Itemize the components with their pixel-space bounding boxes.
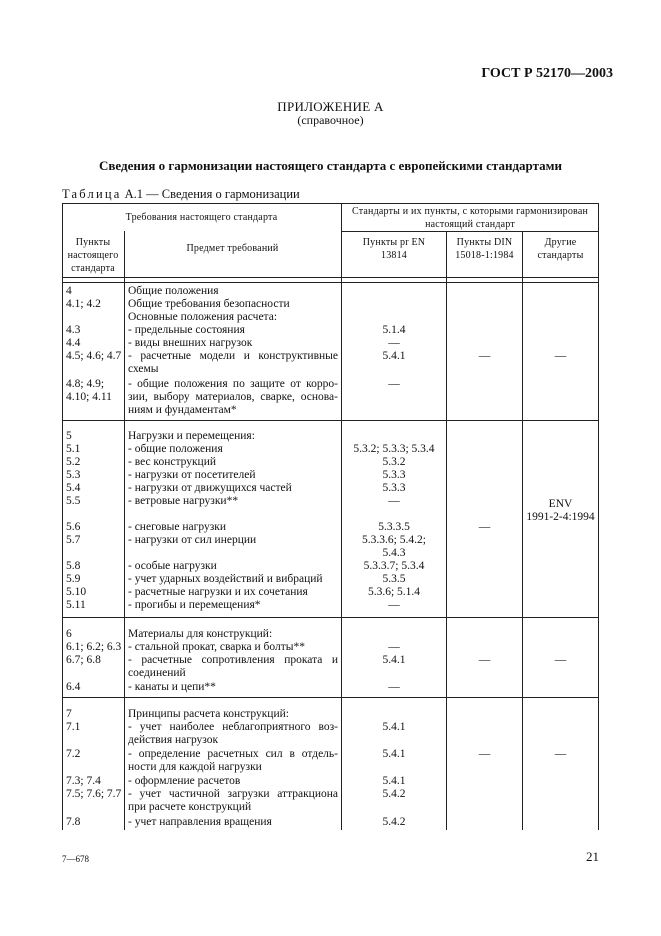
clause-number: 5.5 (66, 495, 81, 507)
requirement-subject: - предельные состояния (128, 324, 245, 336)
clause-number: 5.3 (66, 469, 81, 481)
other-standards: 1991-2-4:1994 (526, 511, 595, 523)
caption-word: Таблица (62, 187, 122, 201)
clause-number: 7 (66, 708, 72, 720)
header-line: 15018-1:1984 (455, 250, 514, 261)
requirement-subject: Принципы расчета конструкций: (128, 708, 289, 720)
col-divider (124, 231, 125, 830)
requirement-subject: зии, выбору материалов, сварке, основа- (128, 391, 338, 403)
requirement-subject: - нагрузки от движущихся частей (128, 482, 292, 494)
en-clause: — (388, 599, 400, 611)
clause-number: 5.2 (66, 456, 81, 468)
requirement-subject: - расчетные сопротивления проката и (128, 654, 338, 666)
en-clause: 5.3.3.6; 5.4.2; (362, 534, 426, 546)
other-standards: — (554, 748, 567, 760)
header-left-group: Требования настоящего стандарта (125, 212, 278, 223)
header-col-clauses (62, 236, 124, 275)
en-clause: — (388, 641, 400, 653)
en-clause: 5.4.1 (382, 654, 406, 666)
header-right-line: Стандарты и их пункты, с которыми гармонизирован (351, 206, 589, 217)
en-clause: 5.4.1 (382, 721, 406, 733)
requirement-subject: - учет ударных воздействий и вибраций (128, 573, 323, 585)
header-col-din (446, 236, 523, 262)
requirement-subject: - общие положения (128, 443, 223, 455)
other-standards: — (554, 654, 567, 666)
clause-number: 6 (66, 628, 72, 640)
en-clause: 5.3.3 (382, 482, 406, 494)
header-divider-double (62, 282, 599, 283)
requirement-subject: - ветровые нагрузки** (128, 495, 239, 507)
header-divider (62, 277, 599, 278)
en-clause: 5.3.3.5 (378, 521, 410, 533)
requirement-subject: Материалы для конструкций: (128, 628, 273, 640)
clause-number: 4.5; 4.6; 4.7 (66, 350, 122, 362)
requirement-subject: - оформление расчетов (128, 775, 241, 787)
requirement-subject: - снеговые нагрузки (128, 521, 226, 533)
clause-number: 5.10 (66, 586, 87, 598)
clause-number: 4.4 (66, 337, 81, 349)
en-clause: — (388, 495, 400, 507)
requirement-subject: - расчетные нагрузки и их сочетания (128, 586, 308, 598)
requirement-subject: - стальной прокат, сварка и болты** (128, 641, 305, 653)
clause-number: 5.1 (66, 443, 81, 455)
requirement-subject: - нагрузки от сил инерции (128, 534, 257, 546)
en-clause: 5.4.3 (382, 547, 406, 559)
other-standards: — (554, 350, 567, 362)
header-line: стандарты (537, 250, 584, 261)
en-clause: 5.4.1 (382, 775, 406, 787)
clause-number: 4.3 (66, 324, 81, 336)
header-right-line: настоящий стандарт (425, 219, 515, 230)
harmonization-table (62, 203, 599, 830)
header-col-subject: Предмет требований (186, 243, 279, 254)
din-clause: — (478, 654, 491, 666)
header-line: Другие (544, 237, 577, 248)
requirement-subject: Основные положения расчета: (128, 311, 278, 323)
requirement-subject: - виды внешних нагрузок (128, 337, 253, 349)
header-line: настоящего (67, 250, 119, 261)
en-clause: — (388, 378, 400, 390)
header-line: Пункты DIN (456, 237, 513, 248)
clause-number: 5.6 (66, 521, 81, 533)
clause-number: 7.8 (66, 816, 81, 828)
din-clause: — (478, 350, 491, 362)
requirement-subject: Общие положения (128, 285, 219, 297)
clause-number: 4 (66, 285, 72, 297)
en-clause: 5.4.1 (382, 350, 406, 362)
din-clause: — (478, 521, 491, 533)
requirement-subject: - канаты и цепи** (128, 681, 216, 693)
requirement-subject: - вес конструкций (128, 456, 217, 468)
en-clause: 5.3.2 (382, 456, 406, 468)
row-divider (62, 420, 599, 421)
clause-number: 7.5; 7.6; 7.7 (66, 788, 122, 800)
en-clause: 5.4.2 (382, 788, 406, 800)
annex-title: ПРИЛОЖЕНИЕ А (277, 99, 384, 114)
en-clause: 5.4.2 (382, 816, 406, 828)
requirement-subject: - учет наиболее неблагоприятного воз- (128, 721, 338, 733)
requirement-subject: - прогибы и перемещения* (128, 599, 261, 611)
clause-number: 5 (66, 430, 72, 442)
clause-number: 4.10; 4.11 (66, 391, 112, 403)
requirement-subject: - особые нагрузки (128, 560, 217, 572)
en-clause: — (388, 681, 400, 693)
requirement-subject: - нагрузки от посетителей (128, 469, 256, 481)
table-border-left (62, 203, 63, 830)
en-clause: 5.3.3.7; 5.3.4 (363, 560, 425, 572)
print-code: 7—678 (62, 854, 89, 864)
requirement-subject: при расчете конструкций (128, 801, 252, 813)
en-clause: 5.3.6; 5.1.4 (367, 586, 421, 598)
header-line: стандарта (71, 263, 115, 274)
clause-number: 6.7; 6.8 (66, 654, 101, 666)
row-divider (62, 617, 599, 618)
header-col-other (522, 236, 599, 262)
requirement-subject: Нагрузки и перемещения: (128, 430, 255, 442)
section-title: Сведения о гармонизации настоящего стандарта с европейскими стандартами (99, 158, 562, 173)
requirement-subject: Общие требования безопасности (128, 298, 290, 310)
en-clause: 5.3.2; 5.3.3; 5.3.4 (353, 443, 435, 455)
en-clause: 5.4.1 (382, 748, 406, 760)
requirement-subject: ности для каждой нагрузки (128, 761, 262, 773)
en-clause: — (388, 337, 400, 349)
en-clause: 5.1.4 (382, 324, 406, 336)
page-number: 21 (586, 849, 599, 864)
clause-number: 5.7 (66, 534, 81, 546)
clause-number: 6.4 (66, 681, 81, 693)
clause-number: 7.2 (66, 748, 81, 760)
header-line: Пункты pr EN (362, 237, 426, 248)
requirement-subject: - учет частичной загрузки аттракциона (128, 788, 338, 800)
row-divider (62, 697, 599, 698)
en-clause: 5.3.3 (382, 469, 406, 481)
header-line: 13814 (381, 250, 407, 261)
requirement-subject: - расчетные модели и конструктивные (128, 350, 338, 362)
requirement-subject: схемы (128, 363, 159, 375)
clause-number: 5.4 (66, 482, 81, 494)
col-divider (341, 203, 342, 830)
header-col-en (341, 236, 447, 262)
clause-number: 7.1 (66, 721, 81, 733)
table-caption (62, 187, 300, 202)
header-line: Пункты (75, 237, 111, 248)
clause-number: 4.1; 4.2 (66, 298, 101, 310)
clause-number: 5.11 (66, 599, 86, 611)
table-border-top (62, 203, 599, 204)
clause-number: 5.9 (66, 573, 81, 585)
header-right-group (341, 205, 599, 231)
clause-number: 4.8; 4.9; (66, 378, 105, 390)
requirement-subject: действия нагрузок (128, 734, 219, 746)
requirement-subject: - определение расчетных сил в отдель- (128, 748, 338, 760)
document-id: ГОСТ Р 52170—2003 (481, 66, 613, 81)
clause-number: 6.1; 6.2; 6.3 (66, 641, 122, 653)
en-clause: 5.3.5 (382, 573, 406, 585)
annex-type: (справочное) (297, 113, 364, 127)
requirement-subject: - общие положения по защите от корро- (128, 378, 338, 390)
caption-text: А.1 — Сведения о гармонизации (124, 187, 300, 201)
requirement-subject: ниям и фундаментам* (128, 404, 237, 416)
requirement-subject: соединений (128, 667, 186, 679)
requirement-subject: - учет направления вращения (128, 816, 272, 828)
other-standards: ENV (548, 498, 573, 510)
header-divider-right (341, 231, 599, 232)
din-clause: — (478, 748, 491, 760)
clause-number: 5.8 (66, 560, 81, 572)
clause-number: 7.3; 7.4 (66, 775, 101, 787)
